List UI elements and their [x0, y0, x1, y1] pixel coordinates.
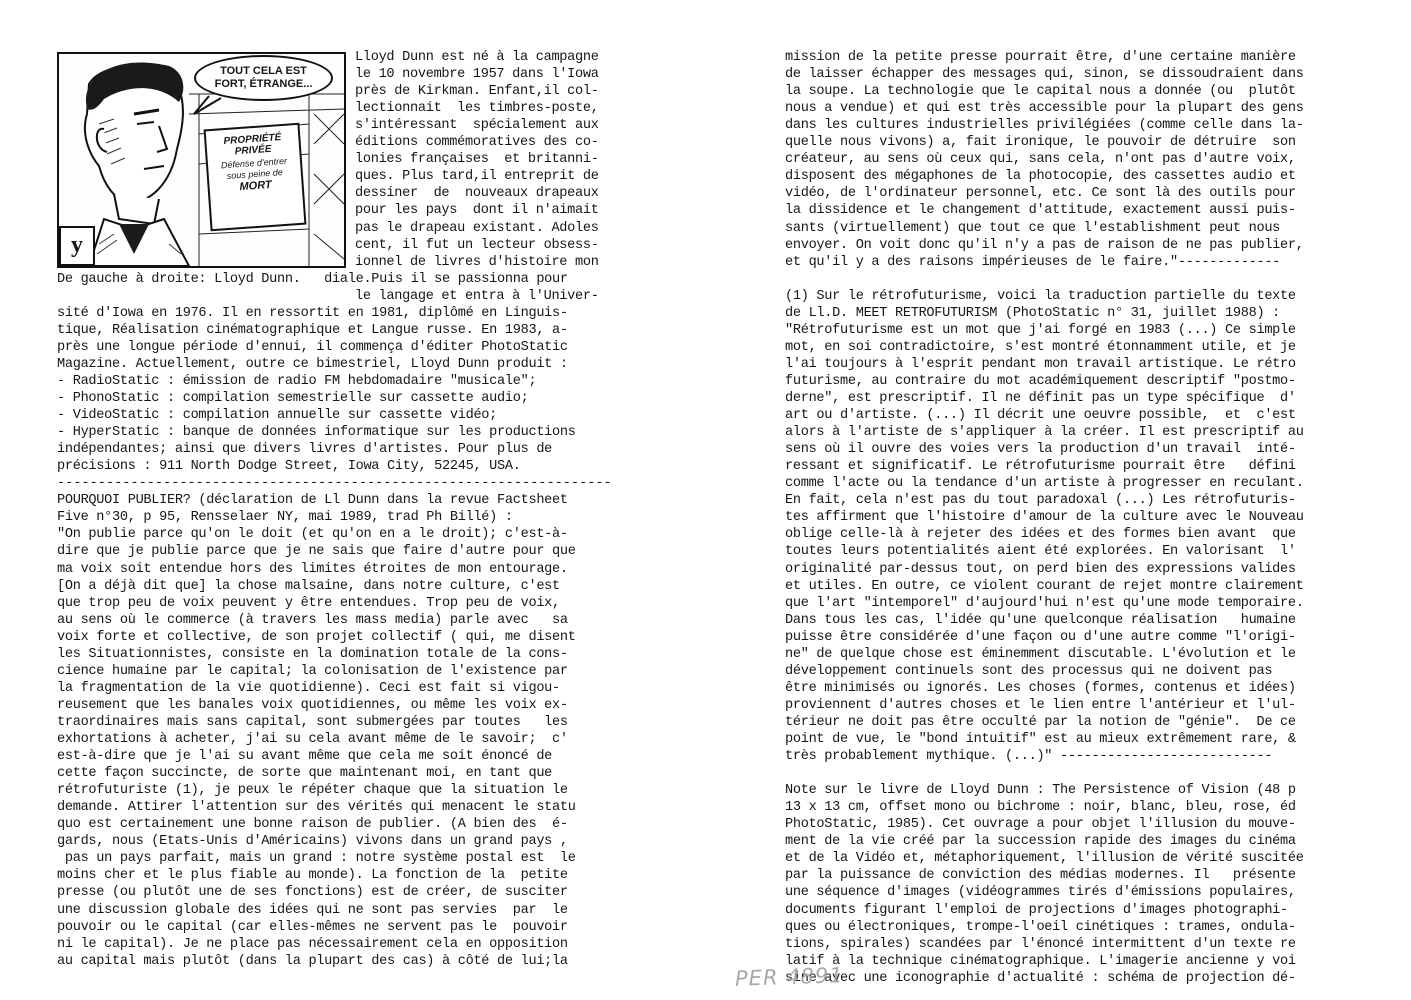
right-page [705, 0, 1411, 1000]
text-line: originalité par-dessus tout, on perd bien des expressions valides [785, 562, 1296, 577]
text-line: tique, Réalisation cinématographique et Langue russe. En 1983, a- [57, 323, 568, 338]
text-line: sine avec une iconographie d'actualité : schéma de projection dé- [785, 971, 1296, 986]
text-line: mission de la petite presse pourrait être, d'une certaine manière [785, 50, 1296, 65]
text-line: proviennent d'autres choses et le lien entre l'antérieur et l'ul- [785, 698, 1296, 713]
text-line: la fragmentation de la vie quotidienne). Ceci est fait si vigou- [57, 681, 560, 696]
text-line: puisse être considérée d'une façon ou d'une autre comme "l'origi- [785, 630, 1296, 645]
text-line: térieur ne doit pas être occulté par la notion de "génie". De ce [785, 715, 1296, 730]
text-line: créateur, au sens où ceux qui, sans cela, n'ont pas d'autre voix, [785, 152, 1296, 167]
text-line: de laisser échapper des messages qui, sinon, se dissoudraient dans [785, 67, 1304, 82]
text-line: et qu'il y a des raisons impérieuses de le faire."------------- [785, 255, 1281, 270]
text-line: lonies françaises et britanni- [355, 152, 599, 167]
text-line: éditions commémoratives des co- [355, 135, 599, 150]
text-line: -------------------------------------------------------------------- [57, 476, 612, 491]
speech-text-line2: FORT, ÉTRANGE... [214, 78, 313, 90]
text-line: ment de la vie créé par la succession rapide des images du cinéma [785, 834, 1296, 849]
text-line: POURQUOI PUBLIER? (déclaration de Ll Dunn dans la revue Factsheet [57, 493, 568, 508]
text-line: près de Kirkman. Enfant,il col- [355, 84, 599, 99]
text-line: pouvoir ou le capital (car elles-mêmes ne servent pas le pouvoir [57, 920, 568, 935]
text-line: ma voix soit entendue hors des limites étroites de mon entourage. [57, 562, 568, 577]
text-line: PhotoStatic, 1985). Cet ouvrage a pour objet l'illusion du mouve- [785, 817, 1296, 832]
text-line: reusement que les banales voix quotidiennes, ou même les voix ex- [57, 698, 568, 713]
text-line: gards, nous (Etats-Unis d'Américains) vivons dans un grand pays , [57, 834, 568, 849]
sign-text-line4: sous peine de [226, 167, 284, 181]
text-line: "Rétrofuturisme est un mot que j'ai forgé en 1983 (...) Ce simple [785, 323, 1296, 338]
text-line: dessiner de nouveaux drapeaux [355, 186, 599, 201]
sign-text-line2: PRIVÉE [234, 143, 272, 158]
text-line: pas un pays parfait, mais un grand : notre système postal est le [57, 851, 576, 866]
text-line: une séquence d'images (vidéogrammes tirés d'émissions populaires, [785, 885, 1296, 900]
text-line: sité d'Iowa en 1976. Il en ressortit en 1981, diplômé en Linguis- [57, 306, 568, 321]
text-line: latif à la technique cinématographique. L'imagerie ancienne y voi [785, 954, 1296, 969]
text-line: - VideoStatic : compilation annuelle sur cassette vidéo; [57, 408, 498, 423]
text-line: toutes leurs potentialités aient été explorées. En valorisant l' [785, 544, 1296, 559]
speech-text-line1: TOUT CELA EST [220, 65, 307, 77]
text-line: dire que je publie parce que je ne sais que faire d'autre pour que [57, 544, 576, 559]
text-line: développement continuels sont des processus qui ne doivent pas [785, 664, 1273, 679]
text-line: le langage et entra à l'Univer- [355, 289, 599, 304]
text-line: la dissidence et le changement d'attitude, exactement aussi puis- [785, 203, 1296, 218]
text-line: art ou d'artiste. (...) Il décrit une oeuvre possible, et c'est [785, 408, 1296, 423]
text-line: sants (virtuellement) que tout ce que l'establishment peut nous [785, 221, 1281, 236]
text-line: "On publie parce qu'on le doit (et qu'on en a le droit); c'est-à- [57, 527, 568, 542]
text-line: les Situationnistes, consiste en la domination totale de la cons- [57, 647, 568, 662]
sign-text-line3: Défense d'entrer [220, 155, 288, 171]
text-line: tions, spirales) scandées par l'énoncé intermittent d'un texte re [785, 937, 1296, 952]
text-line: ionnel de livres d'histoire mon [355, 255, 599, 270]
text-line: très probablement mythique. (...)" --------------------------- [785, 749, 1273, 764]
text-line: ques. Plus tard,il entreprit de [355, 169, 599, 184]
text-line: s'intéressant spécialement aux [355, 118, 599, 133]
letter-box: y [59, 226, 95, 266]
text-line: documents figurant l'emploi de projections d'images photographi- [785, 903, 1288, 918]
text-line: De gauche à droite: Lloyd Dunn. diale.Puis il se passionna pour [57, 272, 568, 287]
text-line: l'ai toujours à l'esprit pendant mon travail artistique. Le rétro [785, 357, 1296, 372]
sign-text-line1: PROPRIÉTÉ [223, 132, 282, 148]
text-line: être minimisés ou ignorés. Les choses (formes, contenus et idées) [785, 681, 1296, 696]
text-line: comme l'acte ou la tendance d'un artiste à progresser en reculant. [785, 476, 1304, 491]
text-line: tes affirment que l'histoire d'amour de la culture avec le Nouveau [785, 510, 1304, 525]
text-line: Note sur le livre de Lloyd Dunn : The Persistence of Vision (48 p [785, 783, 1296, 798]
text-line: précisions : 911 North Dodge Street, Iowa City, 52245, USA. [57, 459, 521, 474]
text-line: Dans tous les cas, l'idée qu'une quelconque réalisation humaine [785, 613, 1296, 628]
text-line: ques ou électroniques, trompe-l'oeil cinétiques : trames, ondula- [785, 920, 1296, 935]
text-line: ressant et significatif. Le rétrofuturisme pourrait être défini [785, 459, 1296, 474]
text-line: presse (ou plutôt une de ses fonctions) est de créer, de susciter [57, 885, 568, 900]
text-line: (1) Sur le rétrofuturisme, voici la traduction partielle du texte [785, 289, 1296, 304]
text-line: - HyperStatic : banque de données informatique sur les productions [57, 425, 576, 440]
text-line: cent, il fut un lecteur obsess- [355, 238, 599, 253]
text-line: point de vue, le "bond intuitif" est au mieux extrêmement rare, & [785, 732, 1296, 747]
text-line: En fait, cela n'est pas du tout paradoxal (...) Les rétrofuturis- [785, 493, 1296, 508]
text-line: quo est certainement une bonne raison de publier. (A bien des é- [57, 817, 568, 832]
text-line: [On a déjà dit que] la chose malsaine, dans notre culture, c'est [57, 579, 560, 594]
text-line: cette façon succincte, de sorte que maintenant moi, en tant que [57, 766, 553, 781]
text-line: au capital mais plutôt (dans la plupart des cas) à côté de lui;la [57, 954, 568, 969]
left-page [0, 0, 705, 1000]
text-line: le 10 novembre 1957 dans l'Iowa [355, 67, 599, 82]
text-line: exhortations à acheter, j'ai su cela avant même de le savoir; c' [57, 732, 568, 747]
text-line: 13 x 13 cm, offset mono ou bichrome : noir, blanc, bleu, rose, éd [785, 800, 1296, 815]
comic-illustration [57, 52, 346, 268]
text-line: de Ll.D. MEET RETROFUTURISM (PhotoStatic n° 31, juillet 1988) : [785, 306, 1281, 321]
text-line: Five n°30, p 95, Rensselaer NY, mai 1989, trad Ph Billé) : [57, 510, 513, 525]
text-line: indépendantes; ainsi que divers livres d'artistes. Pour plus de [57, 442, 553, 457]
text-line: rétrofuturiste (1), je peux le répéter chaque que la situation le [57, 783, 568, 798]
text-line: lectionnait les timbres-poste, [355, 101, 599, 116]
text-line: ni le capital). Je ne place pas nécessairement cela en opposition [57, 937, 568, 952]
archive-stamp: PER 4891 [734, 963, 845, 991]
text-line: et de la Vidéo et, métaphoriquement, l'illusion de vérité suscitée [785, 851, 1304, 866]
text-line: - PhonoStatic : compilation semestrielle sur cassette audio; [57, 391, 529, 406]
text-line: alors à l'artiste de s'appliquer à la créer. Il est prescriptif au [785, 425, 1304, 440]
text-line: demande. Attirer l'attention sur des vérités qui menacent le statu [57, 800, 576, 815]
text-line: que l'art "intemporel" d'aujourd'hui n'est qu'une mode temporaire. [785, 596, 1304, 611]
text-line: ne" de quelque chose est éminemment discutable. L'évolution et le [785, 647, 1296, 662]
text-line: une discussion globale des idées qui ne sont pas servies par le [57, 903, 568, 918]
text-line: quelle nous vivons) a, fait ironique, le pouvoir de détruire son [785, 135, 1296, 150]
text-line: nous a vendue) et qui est très accessible pour la plupart des gens [785, 101, 1304, 116]
text-line: Magazine. Actuellement, outre ce bimestriel, Lloyd Dunn produit : [57, 357, 568, 372]
text-line: moins cher et le plus fiable au monde). La fonction de la petite [57, 868, 568, 883]
text-line: mot, en soi contradictoire, s'est montré étonnamment utile, et je [785, 340, 1296, 355]
text-line: près une longue période d'ennui, il commença d'éditer PhotoStatic [57, 340, 568, 355]
text-line: par la puissance de conviction des médias modernes. Il présente [785, 868, 1296, 883]
text-line: et utiles. En outre, ce violent courant de rejet montre clairement [785, 579, 1304, 594]
text-line: derne", est prescriptif. Il ne définit pas un type spécifique d' [785, 391, 1296, 406]
text-line: dans les cultures industrielles privilégiées (comme celle dans la- [785, 118, 1304, 133]
sign-text-line5: MORT [239, 178, 273, 194]
text-line: que trop peu de voix peuvent y être entendues. Trop peu de voix, [57, 596, 560, 611]
text-line: Lloyd Dunn est né à la campagne [355, 50, 599, 65]
text-line: sens où il ouvre des voies vers la production d'un travail inté- [785, 442, 1296, 457]
text-line: est-à-dire que je l'ai su avant même que cela me soit énoncé de [57, 749, 553, 764]
text-line: cience humaine par le capital; la colonisation de l'existence par [57, 664, 568, 679]
text-line: au sens où le commerce (à travers les mass media) parle avec sa [57, 613, 568, 628]
private-property-sign [204, 123, 307, 231]
text-line: la soupe. La technologie que le capital nous a donnée (ou plutôt [785, 84, 1296, 99]
speech-bubble [194, 55, 333, 101]
text-line: pour les pays dont il n'aimait [355, 203, 599, 218]
text-line: oblige celle-là à rejeter des idées et des formes bien avant que [785, 527, 1296, 542]
text-line: traordinaires mais sans capital, sont submergées par toutes les [57, 715, 568, 730]
text-line: voix forte et collective, de son projet collectif ( qui, me disent [57, 630, 576, 645]
text-line: futurisme, au contraire du mot académiquement descriptif "postmo- [785, 374, 1296, 389]
text-line: disposent des mégaphones de la photocopie, des cassettes audio et [785, 169, 1296, 184]
text-line: pas le drapeau existant. Adoles [355, 221, 599, 236]
text-line: - RadioStatic : émission de radio FM hebdomadaire "musicale"; [57, 374, 537, 389]
text-line: vidéo, de l'ordinateur personnel, etc. Ce sont là des outils pour [785, 186, 1296, 201]
text-line: envoyer. On voit donc qu'il n'y a pas de raison de ne pas publier, [785, 238, 1304, 253]
